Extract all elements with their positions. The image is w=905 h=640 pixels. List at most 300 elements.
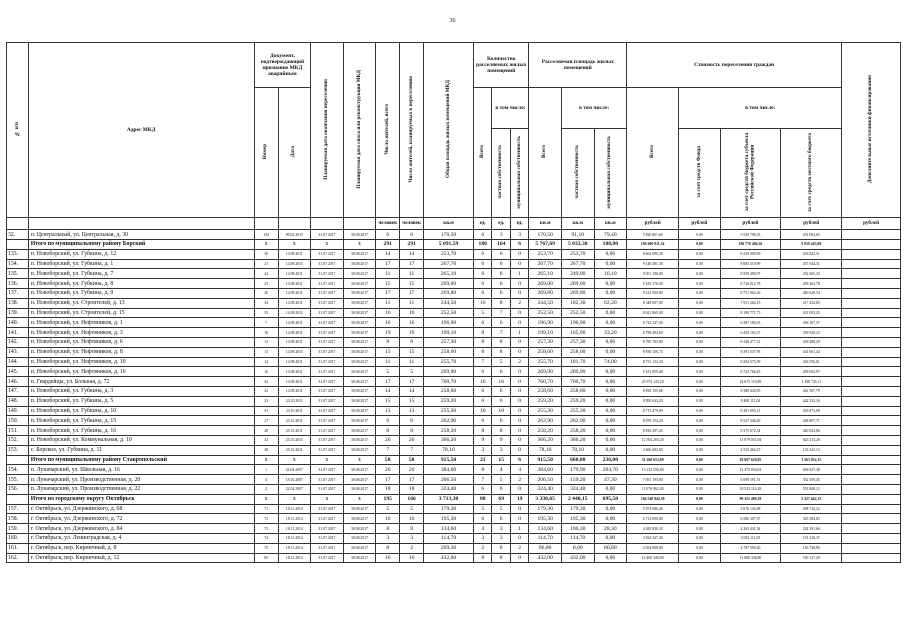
row-planned-demolition: 30.08.2017 bbox=[343, 514, 376, 524]
row-residents-total: 11 bbox=[376, 298, 400, 308]
row-cost-additional bbox=[842, 504, 901, 514]
row-area-municipal: 0,00 bbox=[594, 288, 627, 298]
row-cost-total: 13 132 550,80 bbox=[627, 465, 679, 475]
row-number: 136. bbox=[7, 279, 29, 289]
row-cost-fund: 0,00 bbox=[679, 230, 720, 240]
row-planned-demolition: 30.08.2017 bbox=[343, 524, 376, 534]
table-row bbox=[7, 308, 901, 318]
unit-label: кв.м bbox=[594, 218, 627, 230]
row-rooms-municipal: 0 bbox=[510, 406, 528, 416]
row-area-municipal: 0,00 bbox=[594, 514, 627, 524]
row-doc-number: 31 bbox=[254, 406, 278, 416]
row-number: 149. bbox=[7, 406, 29, 416]
row-doc-number: 4 bbox=[254, 475, 278, 485]
row-area-private: 258,20 bbox=[561, 426, 594, 436]
row-area-total: 269,80 bbox=[529, 288, 562, 298]
row-rooms-total: 6 bbox=[474, 514, 492, 524]
row-residents-total: 58 bbox=[376, 455, 400, 465]
row-rooms-municipal: 0 bbox=[510, 377, 528, 387]
row-residents-total: 26 bbox=[376, 465, 400, 475]
row-planned-demolition: 30.08.2017 bbox=[343, 230, 376, 240]
row-planned-end: 31.07.2017 bbox=[311, 347, 344, 357]
row-planned-demolition: 30.08.2017 bbox=[343, 269, 376, 279]
table-row bbox=[7, 367, 901, 377]
row-rooms-private: 6 bbox=[492, 259, 510, 269]
row-cost-local: 656 627,38 bbox=[781, 465, 842, 475]
row-area-private: 91,10 bbox=[561, 230, 594, 240]
row-cost-subject: 6 586 307,97 bbox=[720, 514, 781, 524]
row-area-private: 2 440,15 bbox=[561, 494, 594, 504]
row-cost-subject: 2 533 462,47 bbox=[720, 445, 781, 455]
row-rooms-municipal: 2 bbox=[510, 357, 528, 367]
row-cost-additional bbox=[842, 367, 901, 377]
row-doc-number: 32 bbox=[254, 377, 278, 387]
row-residents-total: 17 bbox=[376, 288, 400, 298]
row-doc-number: 2 bbox=[254, 484, 278, 494]
row-cost-local: 441 507,79 bbox=[781, 386, 842, 396]
row-cost-additional bbox=[842, 455, 901, 465]
row-rooms-municipal: 0 bbox=[510, 426, 528, 436]
row-number bbox=[7, 240, 29, 250]
row-residents-planned: 5 bbox=[400, 504, 424, 514]
row-planned-demolition: 30.08.2017 bbox=[343, 279, 376, 289]
row-rooms-municipal: 0 bbox=[510, 504, 528, 514]
row-area-total: 269,00 bbox=[529, 279, 562, 289]
row-planned-end: 31.07.2017 bbox=[311, 426, 344, 436]
row-total-area: 244,50 bbox=[424, 298, 474, 308]
row-address: Итого по муниципальному району Борский bbox=[28, 240, 254, 250]
row-doc-date: 25.10.2011 bbox=[278, 435, 311, 445]
row-doc-number: 12 bbox=[254, 337, 278, 347]
row-rooms-total: 88 bbox=[474, 494, 492, 504]
row-doc-date: 18.11.2014 bbox=[278, 533, 311, 543]
row-planned-demolition: 30.08.2017 bbox=[343, 328, 376, 338]
row-planned-demolition: 30.08.2017 bbox=[343, 347, 376, 357]
row-residents-planned: 13 bbox=[400, 406, 424, 416]
row-doc-number: 21 bbox=[254, 259, 278, 269]
row-residents-total: 11 bbox=[376, 357, 400, 367]
row-cost-local: 448 807,71 bbox=[781, 416, 842, 426]
row-total-area: 78,10 bbox=[424, 445, 474, 455]
row-planned-demolition: 30.08.2017 bbox=[343, 337, 376, 347]
row-total-area: 257,30 bbox=[424, 337, 474, 347]
row-cost-total: 4 485 830,20 bbox=[627, 524, 679, 534]
row-residents-planned: 16 bbox=[400, 553, 424, 563]
row-area-municipal: 236,00 bbox=[594, 455, 627, 465]
row-planned-end: 31.07.2017 bbox=[311, 269, 344, 279]
row-planned-end: 31.07.2017 bbox=[311, 475, 344, 485]
row-rooms-private: 3 bbox=[492, 445, 510, 455]
row-total-area: 366,20 bbox=[424, 435, 474, 445]
table-row bbox=[7, 357, 901, 367]
row-cost-local: 298 744,32 bbox=[781, 504, 842, 514]
row-rooms-municipal: 3 bbox=[510, 230, 528, 240]
col-area-total-header: Всего bbox=[529, 88, 562, 218]
row-residents-planned: 291 bbox=[400, 240, 424, 250]
row-area-municipal: 28,30 bbox=[594, 524, 627, 534]
units-row bbox=[7, 218, 901, 230]
row-area-municipal: 0,00 bbox=[594, 377, 627, 387]
row-cost-local: 339 920,23 bbox=[781, 328, 842, 338]
row-rooms-total: 7 bbox=[474, 475, 492, 485]
row-cost-total: 8 621 865,00 bbox=[627, 308, 679, 318]
row-cost-subject: 8 599 490,97 bbox=[720, 269, 781, 279]
row-cost-local: 156 738,86 bbox=[781, 543, 842, 553]
unit-label: кв.м bbox=[561, 218, 594, 230]
row-cost-subject: 13 680 336,80 bbox=[720, 553, 781, 563]
row-rooms-municipal: 6 bbox=[510, 455, 528, 465]
row-cost-local: 459 263,78 bbox=[781, 279, 842, 289]
row-residents-planned: 14 bbox=[400, 386, 424, 396]
unit-label: рублей bbox=[842, 218, 901, 230]
row-cost-local: 553 848,12 bbox=[781, 484, 842, 494]
row-doc-date: 25.10.2011 bbox=[278, 416, 311, 426]
row-area-private: 114,70 bbox=[561, 533, 594, 543]
row-cost-local: 133 343,13 bbox=[781, 445, 842, 455]
row-planned-end: 31.07.2017 bbox=[311, 504, 344, 514]
row-rooms-municipal: 0 bbox=[510, 386, 528, 396]
row-cost-subject: 7 931 262,15 bbox=[720, 298, 781, 308]
row-cost-subject: 8 346 477,51 bbox=[720, 337, 781, 347]
row-rooms-private: 6 bbox=[492, 416, 510, 426]
row-planned-demolition: 30.08.2017 bbox=[343, 308, 376, 318]
row-doc-number: 24 bbox=[254, 269, 278, 279]
row-area-municipal: 62,20 bbox=[594, 298, 627, 308]
col-total-area-header: Общая площадь жилых помещений МКД bbox=[424, 43, 474, 218]
row-rooms-total: 6 bbox=[474, 416, 492, 426]
row-cost-subject: 6 387 180,03 bbox=[720, 318, 781, 328]
row-cost-local: 417 434,85 bbox=[781, 298, 842, 308]
row-area-private: 259,20 bbox=[561, 396, 594, 406]
row-total-area: 206,50 bbox=[424, 475, 474, 485]
row-cost-fund: 0,00 bbox=[679, 524, 720, 534]
row-cost-additional bbox=[842, 533, 901, 543]
table-body bbox=[7, 230, 901, 563]
row-area-municipal: 0,00 bbox=[594, 259, 627, 269]
row-cost-local: 436 556,61 bbox=[781, 357, 842, 367]
row-address: с. Борское, ул. Губкина, д. 11 bbox=[28, 445, 254, 455]
row-rooms-municipal: 0 bbox=[510, 308, 528, 318]
unit-label: рублей bbox=[679, 218, 720, 230]
row-rooms-total: 6 bbox=[474, 318, 492, 328]
row-number: 143. bbox=[7, 347, 29, 357]
row-area-total: 267,70 bbox=[529, 259, 562, 269]
row-cost-local: 435 873,69 bbox=[781, 406, 842, 416]
row-number: 153. bbox=[7, 445, 29, 455]
row-address: п. Новоборский, ул. Губкина, д. 5 bbox=[28, 396, 254, 406]
row-rooms-municipal: 0 bbox=[510, 553, 528, 563]
col-rooms-including-header: в том числе: bbox=[492, 88, 529, 129]
row-residents-planned: 17 bbox=[400, 475, 424, 485]
row-cost-subject: 11 879 051,94 bbox=[720, 435, 781, 445]
row-cost-fund: 0,00 bbox=[679, 357, 720, 367]
row-cost-fund: 0,00 bbox=[679, 367, 720, 377]
row-area-private: 269,80 bbox=[561, 288, 594, 298]
row-residents-planned: 16 bbox=[400, 514, 424, 524]
row-residents-planned: 18 bbox=[400, 484, 424, 494]
row-number: 147. bbox=[7, 386, 29, 396]
row-residents-planned: 5 bbox=[400, 367, 424, 377]
row-total-area: 269,30 bbox=[424, 543, 474, 553]
row-total-area: 134,60 bbox=[424, 524, 474, 534]
col-rooms-municipal-header: муниципальная собственность bbox=[510, 129, 528, 218]
row-address: п. Новоборский, ул. Нефтяников, д. 3 bbox=[28, 328, 254, 338]
row-total-area: 269,90 bbox=[424, 367, 474, 377]
row-doc-number: 72 bbox=[254, 514, 278, 524]
row-rooms-municipal: 0 bbox=[510, 484, 528, 494]
row-number: 142. bbox=[7, 337, 29, 347]
row-planned-demolition: 30.08.2017 bbox=[343, 445, 376, 455]
row-area-total: 432,00 bbox=[529, 553, 562, 563]
row-planned-end: 31.07.2017 bbox=[311, 230, 344, 240]
row-rooms-private: 6 bbox=[492, 367, 510, 377]
row-cost-total: 8 785 765,80 bbox=[627, 337, 679, 347]
row-residents-planned: 26 bbox=[400, 465, 424, 475]
row-rooms-private: 6 bbox=[492, 484, 510, 494]
row-cost-additional bbox=[842, 445, 901, 455]
row-area-municipal: 33,20 bbox=[594, 328, 627, 338]
col-cost-local-header: за счет средств местного бюджета bbox=[781, 129, 842, 218]
row-address: п. Луначарский, ул. Производственная, д. 22 bbox=[28, 484, 254, 494]
table-row bbox=[7, 337, 901, 347]
row-area-municipal: 188,80 bbox=[594, 240, 627, 250]
row-cost-additional bbox=[842, 406, 901, 416]
row-cost-subject: 8 726 012,78 bbox=[720, 279, 781, 289]
unit-label: человек bbox=[400, 218, 424, 230]
row-cost-additional bbox=[842, 308, 901, 318]
row-area-municipal: 0,00 bbox=[594, 416, 627, 426]
row-number: 150. bbox=[7, 416, 29, 426]
table-row bbox=[7, 435, 901, 445]
row-address: Итого по городскому округу Октябрьск bbox=[28, 494, 254, 504]
row-number: 152. bbox=[7, 435, 29, 445]
row-address: п. Новоборский, ул. Нефтяников, д. 6 bbox=[28, 337, 254, 347]
row-residents-total: 13 bbox=[376, 406, 400, 416]
row-cost-local: 191 216,37 bbox=[781, 533, 842, 543]
row-rooms-municipal: 0 bbox=[510, 514, 528, 524]
row-rooms-total: 9 bbox=[474, 435, 492, 445]
row-number: 140. bbox=[7, 318, 29, 328]
row-doc-date: 23.10.2011 bbox=[278, 396, 311, 406]
row-residents-total: 5 bbox=[376, 367, 400, 377]
row-doc-date: 14.09.2011 bbox=[278, 386, 311, 396]
row-area-private: 181,70 bbox=[561, 357, 594, 367]
row-area-total: 915,50 bbox=[529, 455, 562, 465]
col-cost-subject-header: за счет средств бюджета субъекта Российской Федерации bbox=[720, 129, 781, 218]
row-area-total: 199,10 bbox=[529, 328, 562, 338]
row-total-area: 384,60 bbox=[424, 465, 474, 475]
row-cost-fund: 0,00 bbox=[679, 465, 720, 475]
row-doc-date: 14.09.2011 bbox=[278, 288, 311, 298]
row-rooms-private: 6 bbox=[492, 514, 510, 524]
row-number bbox=[7, 455, 29, 465]
col-rooms-total-header: Всего bbox=[474, 88, 492, 218]
row-area-private: 195,30 bbox=[561, 514, 594, 524]
col-cost-including-header: в том числе: bbox=[679, 88, 842, 129]
row-cost-total: 11 076 962,40 bbox=[627, 484, 679, 494]
row-planned-demolition: 30.08.2017 bbox=[343, 357, 376, 367]
row-residents-total: 8 bbox=[376, 426, 400, 436]
row-cost-local: 720 137,20 bbox=[781, 553, 842, 563]
row-planned-demolition: 30.08.2017 bbox=[343, 426, 376, 436]
row-cost-total: 9 051 106,00 bbox=[627, 269, 679, 279]
row-rooms-private: 7 bbox=[492, 308, 510, 318]
row-area-total: 269,90 bbox=[529, 367, 562, 377]
row-total-area: 255,70 bbox=[424, 357, 474, 367]
row-cost-total: 31 260 653,80 bbox=[627, 455, 679, 465]
unit-label: кв.м bbox=[529, 218, 562, 230]
table-row bbox=[7, 406, 901, 416]
row-planned-end: 31.07.2017 bbox=[311, 298, 344, 308]
row-planned-demolition: 30.08.2017 bbox=[343, 475, 376, 485]
row-area-total: 384,60 bbox=[529, 465, 562, 475]
row-area-municipal: 0,00 bbox=[594, 396, 627, 406]
row-cost-subject: 5 676 142,08 bbox=[720, 504, 781, 514]
row-doc-date: 25.10.2011 bbox=[278, 426, 311, 436]
row-doc-date: 14.09.2011 bbox=[278, 259, 311, 269]
row-rooms-municipal: 0 bbox=[510, 367, 528, 377]
row-planned-end: 31.07.2017 bbox=[311, 279, 344, 289]
row-doc-number: 32 bbox=[254, 435, 278, 445]
row-total-area: 267,70 bbox=[424, 259, 474, 269]
row-cost-subject: 2 787 599,20 bbox=[720, 543, 781, 553]
row-number: 155. bbox=[7, 475, 29, 485]
row-area-total: 179,30 bbox=[529, 504, 562, 514]
row-area-private: 196,90 bbox=[561, 318, 594, 328]
row-planned-demolition: 30.08.2017 bbox=[343, 367, 376, 377]
row-doc-number: 28 bbox=[254, 426, 278, 436]
table-row bbox=[7, 249, 901, 259]
row-residents-planned: 15 bbox=[400, 347, 424, 357]
row-area-municipal: 0,00 bbox=[594, 406, 627, 416]
row-doc-number: 13 bbox=[254, 347, 278, 357]
row-area-municipal: 0,00 bbox=[594, 484, 627, 494]
row-area-private: 269,00 bbox=[561, 279, 594, 289]
row-residents-total: 291 bbox=[376, 240, 400, 250]
row-doc-date: 14.09.2011 bbox=[278, 249, 311, 259]
total-row bbox=[7, 240, 901, 250]
table-row bbox=[7, 524, 901, 534]
row-cost-total: 196 660 911,34 bbox=[627, 240, 679, 250]
row-total-area: 255,30 bbox=[424, 406, 474, 416]
row-doc-number: 34 bbox=[254, 298, 278, 308]
row-cost-additional bbox=[842, 553, 901, 563]
row-rooms-municipal: 0 bbox=[510, 259, 528, 269]
row-area-total: 3 338,65 bbox=[529, 494, 562, 504]
col-cost-total-header: Всего bbox=[627, 88, 679, 218]
row-planned-demolition: 30.08.2017 bbox=[343, 416, 376, 426]
row-cost-local: 460 629,54 bbox=[781, 288, 842, 298]
row-doc-date: 14.09.2011 bbox=[278, 308, 311, 318]
row-rooms-total: 6 bbox=[474, 367, 492, 377]
col-num-header: № п/п bbox=[7, 43, 29, 218]
row-area-municipal: 695,50 bbox=[594, 494, 627, 504]
row-rooms-total: 8 bbox=[474, 337, 492, 347]
col-residents-total-header: Число жителей, всего bbox=[376, 43, 400, 218]
row-residents-total: 11 bbox=[376, 269, 400, 279]
row-cost-local: 336 167,37 bbox=[781, 318, 842, 328]
row-cost-additional bbox=[842, 328, 901, 338]
row-rooms-total: 6 bbox=[474, 230, 492, 240]
row-cost-local: 442 532,16 bbox=[781, 396, 842, 406]
row-cost-fund: 0,00 bbox=[679, 533, 720, 543]
row-doc-number: 27 bbox=[254, 416, 278, 426]
row-cost-fund: 0,00 bbox=[679, 279, 720, 289]
row-area-private: 668,80 bbox=[561, 455, 594, 465]
row-rooms-municipal: 2 bbox=[510, 475, 528, 485]
row-area-total: 366,20 bbox=[529, 435, 562, 445]
row-rooms-total: 5 bbox=[474, 504, 492, 514]
row-rooms-private: 0 bbox=[492, 543, 510, 553]
row-number: 135. bbox=[7, 269, 29, 279]
unit-label: рублей bbox=[720, 218, 781, 230]
row-cost-total: 8 816 497,20 bbox=[627, 426, 679, 436]
row-doc-number: 85 bbox=[254, 553, 278, 563]
row-cost-subject: 8 190 771,75 bbox=[720, 308, 781, 318]
row-cost-fund: 0,00 bbox=[679, 269, 720, 279]
row-residents-planned: 8 bbox=[400, 337, 424, 347]
row-planned-demolition: 30.08.2017 bbox=[343, 377, 376, 387]
row-doc-number: 74 bbox=[254, 533, 278, 543]
row-planned-end: 31.07.2017 bbox=[311, 543, 344, 553]
row-total-area: 259,20 bbox=[424, 396, 474, 406]
row-doc-number: 22 bbox=[254, 386, 278, 396]
row-area-municipal: 0,00 bbox=[594, 337, 627, 347]
row-cost-local: 431 093,25 bbox=[781, 308, 842, 318]
row-rooms-municipal: 0 bbox=[510, 347, 528, 357]
row-residents-total: 15 bbox=[376, 396, 400, 406]
row-cost-fund: 0,00 bbox=[679, 494, 720, 504]
row-area-private: 106,30 bbox=[561, 524, 594, 534]
row-area-total: 78,10 bbox=[529, 445, 562, 455]
row-residents-total: 15 bbox=[376, 279, 400, 289]
row-rooms-private: 9 bbox=[492, 435, 510, 445]
row-residents-total: 8 bbox=[376, 337, 400, 347]
table-row bbox=[7, 475, 901, 485]
row-residents-planned: 19 bbox=[400, 328, 424, 338]
row-residents-total: 19 bbox=[376, 328, 400, 338]
row-planned-end: 31.07.2017 bbox=[311, 308, 344, 318]
row-doc-date: 14.09.2011 bbox=[278, 377, 311, 387]
row-rooms-municipal: 0 bbox=[510, 279, 528, 289]
row-cost-additional bbox=[842, 426, 901, 436]
row-planned-demolition: 30.08.2017 bbox=[343, 386, 376, 396]
row-doc-date: X bbox=[278, 240, 311, 250]
row-rooms-total: 6 bbox=[474, 484, 492, 494]
row-area-total: 258,60 bbox=[529, 347, 562, 357]
row-area-private: 366,20 bbox=[561, 435, 594, 445]
row-residents-planned: 3 bbox=[400, 533, 424, 543]
row-address: п. Новоборский, ул. Губкина, д. 15 bbox=[28, 416, 254, 426]
unit-label: рублей bbox=[781, 218, 842, 230]
row-cost-additional bbox=[842, 288, 901, 298]
row-planned-end: 31.07.2017 bbox=[311, 396, 344, 406]
row-rooms-private: 6 bbox=[492, 279, 510, 289]
row-cost-additional bbox=[842, 357, 901, 367]
row-area-municipal: 204,70 bbox=[594, 465, 627, 475]
row-residents-total: 26 bbox=[376, 435, 400, 445]
row-cost-additional bbox=[842, 494, 901, 504]
row-cost-local: 439 288,29 bbox=[781, 337, 842, 347]
row-number: 144. bbox=[7, 357, 29, 367]
row-area-municipal: 0,00 bbox=[594, 318, 627, 328]
row-area-private: 267,70 bbox=[561, 259, 594, 269]
row-address: п. Новоборский, ул. Губкина, д. 8 bbox=[28, 279, 254, 289]
table-row bbox=[7, 514, 901, 524]
row-cost-total: 5 974 086,40 bbox=[627, 504, 679, 514]
row-total-area: 253,70 bbox=[424, 249, 474, 259]
row-doc-date: 14.09.2011 bbox=[278, 269, 311, 279]
